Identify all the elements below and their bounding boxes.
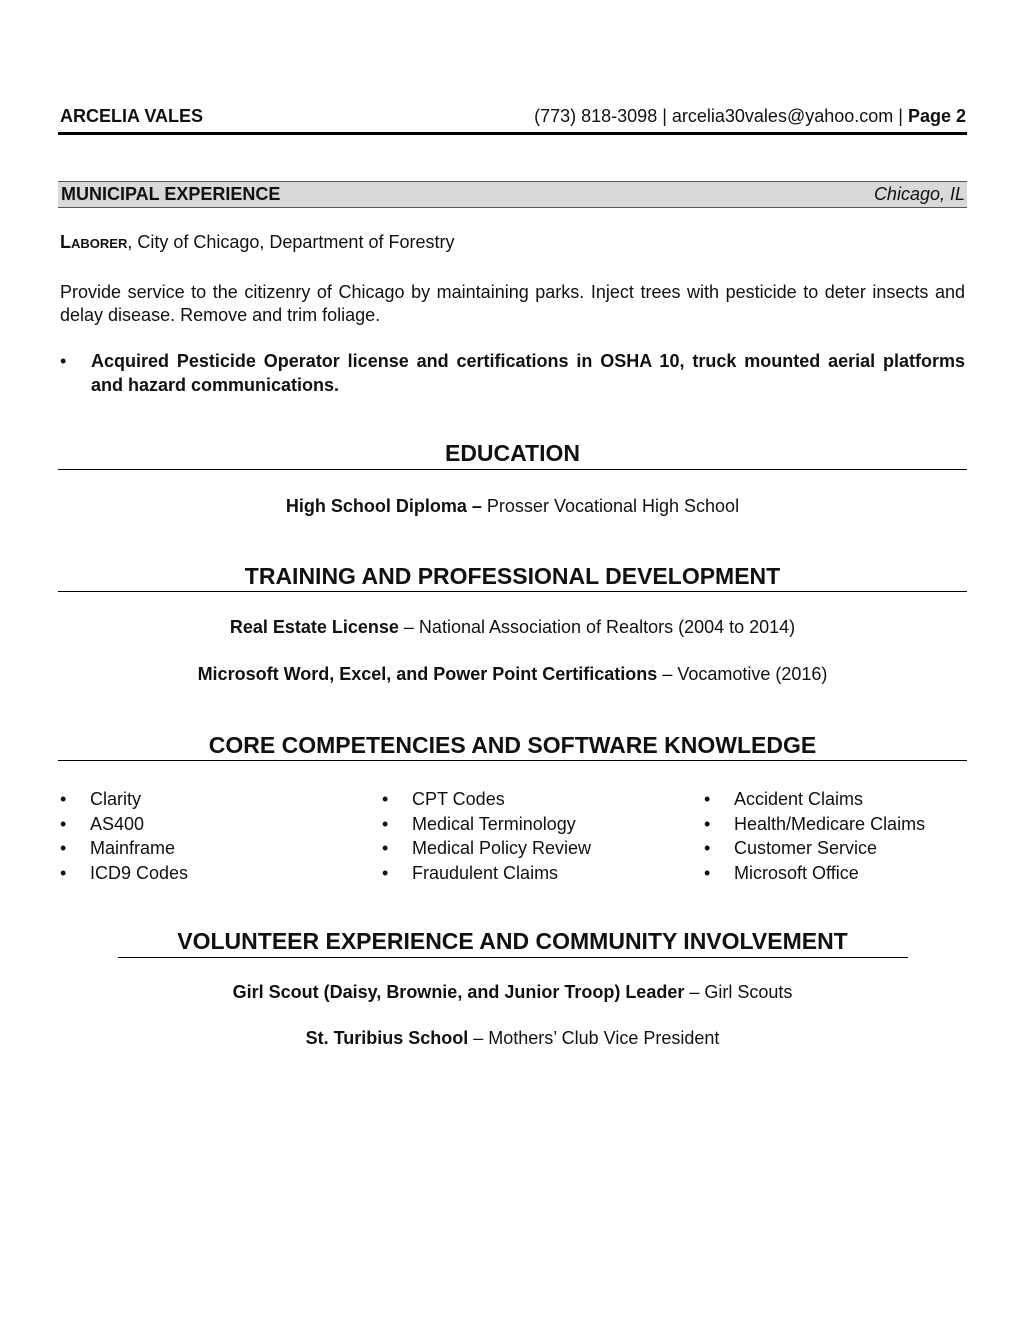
competency-item: • Medical Terminology xyxy=(382,812,591,837)
competency-item: • Accident Claims xyxy=(704,787,925,812)
volunteer-item-title: Girl Scout (Daisy, Brownie, and Junior Troop) Leader xyxy=(232,982,685,1002)
job-role-initial: L xyxy=(60,232,71,252)
competency-item: • AS400 xyxy=(60,812,188,837)
competency-item: • Medical Policy Review xyxy=(382,836,591,861)
job-employer: , City of Chicago, Department of Forestry xyxy=(127,232,455,252)
education-entry xyxy=(58,496,967,517)
competencies-heading: CORE COMPETENCIES AND SOFTWARE KNOWLEDGE xyxy=(208,732,817,758)
competency-item: • ICD9 Codes xyxy=(60,861,188,886)
education-school: Prosser Vocational High School xyxy=(481,496,740,516)
job-achievement-text: Acquired Pesticide Operator license and certifications in OSHA 10, truck mounted aerial platforms and hazard communications. xyxy=(91,351,965,395)
job-description: Provide service to the citizenry of Chicago by maintaining parks. Inject trees with pesticide to deter insects and delay disease. Remove and trim foliage. xyxy=(60,282,965,325)
education-degree: High School Diploma – xyxy=(285,496,482,516)
bullet-icon: • xyxy=(60,351,67,371)
education-divider xyxy=(58,469,967,470)
volunteer-item-detail: – Girl Scouts xyxy=(684,982,793,1002)
volunteer-item-title: St. Turibius School xyxy=(305,1028,469,1048)
candidate-name: ARCELIA VALES xyxy=(60,106,204,126)
job-role xyxy=(60,232,127,252)
volunteer-item xyxy=(58,982,967,1003)
header-divider xyxy=(58,132,967,135)
job-achievement xyxy=(60,349,965,397)
municipal-experience-bar xyxy=(58,181,967,208)
competency-item: • Clarity xyxy=(60,787,188,812)
training-item-title: Microsoft Word, Excel, and Power Point Certifications xyxy=(197,664,658,684)
competency-item: • Health/Medicare Claims xyxy=(704,812,925,837)
volunteer-heading: VOLUNTEER EXPERIENCE AND COMMUNITY INVOLVEMENT xyxy=(177,928,848,954)
contact-details: (773) 818-3098 | arcelia30vales@yahoo.com | xyxy=(534,106,908,126)
training-item-detail: – National Association of Realtors (2004 to 2014) xyxy=(398,617,796,637)
resume-header xyxy=(60,106,966,128)
competencies-column-3 xyxy=(704,787,925,885)
municipal-location: Chicago, IL xyxy=(873,184,965,204)
training-divider xyxy=(58,591,967,592)
competency-item: • Fraudulent Claims xyxy=(382,861,591,886)
job-role-rest: ABORER xyxy=(71,236,128,251)
volunteer-divider xyxy=(118,957,908,958)
volunteer-item xyxy=(58,1028,967,1049)
competencies-column-2 xyxy=(382,787,591,885)
training-heading: TRAINING AND PROFESSIONAL DEVELOPMENT xyxy=(244,563,781,589)
training-item-detail: – Vocamotive (2016) xyxy=(657,664,828,684)
training-item-title: Real Estate License xyxy=(229,617,399,637)
competency-item: • Customer Service xyxy=(704,836,925,861)
job-title xyxy=(60,232,454,253)
competency-item: • Mainframe xyxy=(60,836,188,861)
page-number: Page 2 xyxy=(907,106,966,126)
training-item xyxy=(58,664,967,685)
competencies-column-1 xyxy=(60,787,188,885)
competency-item: • Microsoft Office xyxy=(704,861,925,886)
contact-info xyxy=(534,106,966,127)
education-heading: EDUCATION xyxy=(444,440,580,466)
training-item xyxy=(58,617,967,638)
municipal-experience-title: MUNICIPAL EXPERIENCE xyxy=(61,184,281,204)
volunteer-item-detail: – Mothers’ Club Vice President xyxy=(468,1028,720,1048)
competency-item: • CPT Codes xyxy=(382,787,591,812)
competencies-divider xyxy=(58,760,967,761)
